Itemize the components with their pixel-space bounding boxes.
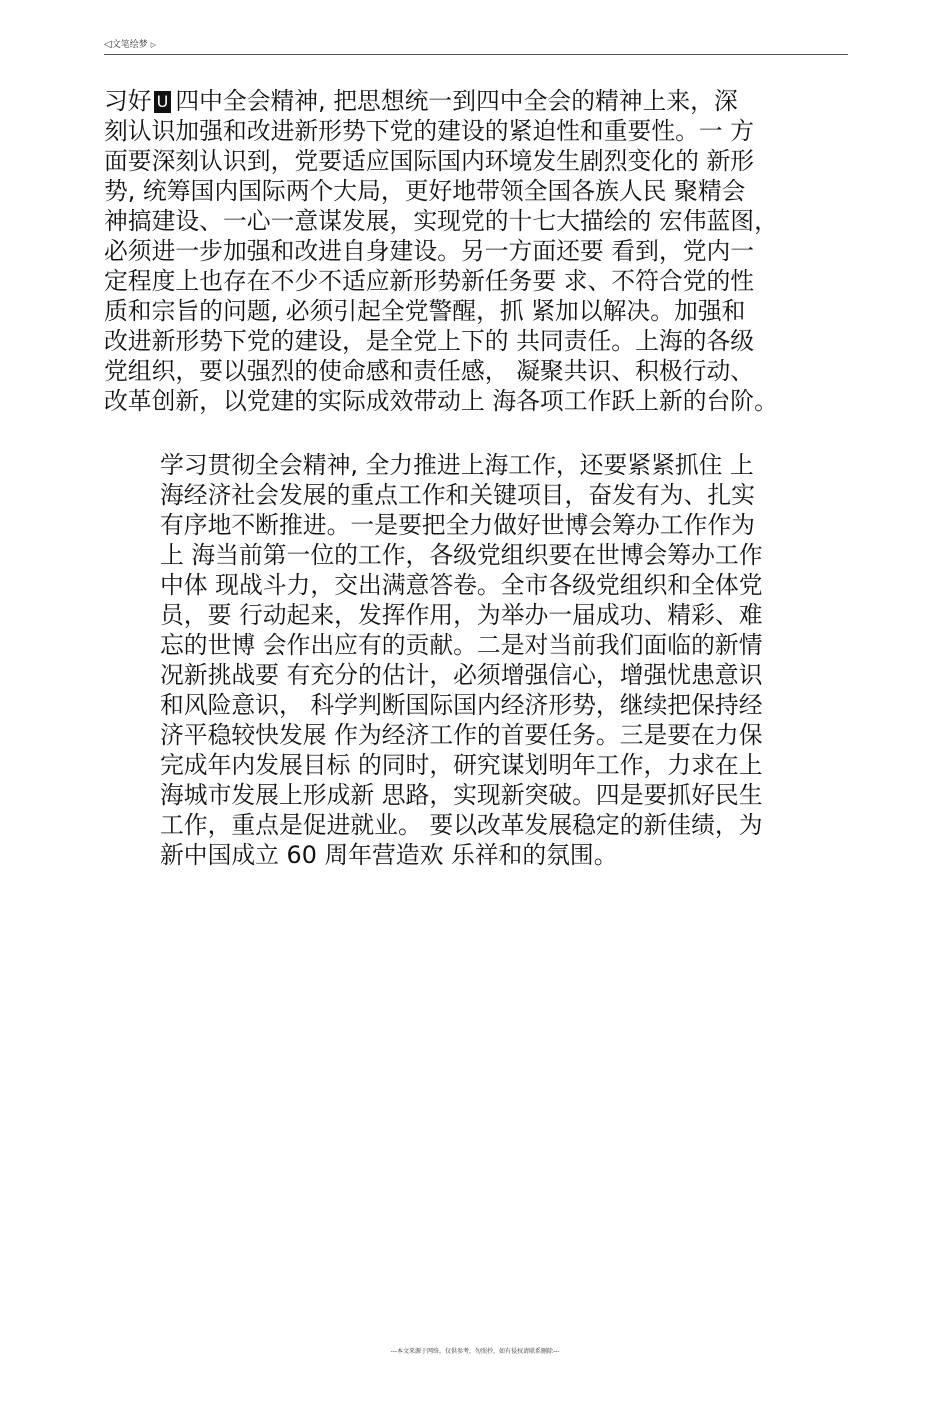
left-triangle-icon: ◁ — [104, 39, 112, 50]
paragraph-2-line: 况新挑战要 有充分的估计，必须增强信心，增强忧患意识 — [160, 661, 763, 689]
page-header — [104, 40, 848, 55]
paragraph-2-line: 海城市发展上形成新 思路，实现新突破。四是要抓好民生 — [160, 781, 763, 809]
paragraph-2-line: 完成年内发展目标 的同时，研究谋划明年工作，力求在上 — [160, 751, 763, 779]
paragraph-2 — [160, 450, 860, 870]
paragraph-2-line: 员，要 行动起来，发挥作用，为举办一届成功、精彩、难 — [160, 601, 763, 629]
paragraph-2-line: 新中国成立 60 周年营造欢 乐祥和的氛围。 — [160, 841, 618, 869]
paragraph-2-line: 和风险意识， 科学判断国际国内经济形势，继续把保持经 — [160, 691, 763, 719]
paragraph-2-line: 学习贯彻全会精神, 全力推进上海工作，还要紧紧抓住 上 — [160, 451, 754, 479]
paragraph-1-line-1 — [104, 86, 860, 116]
paragraph-2-line: 有序地不断推进。一是要把全力做好世博会筹办工作作为 — [160, 511, 755, 539]
paragraph-1-line: 改革创新，以党建的实际成效带动上 海各项工作跃上新的台阶。 — [104, 387, 778, 415]
page-footer: ---本文来源于网络，仅供参考，勿照抄，如有侵权请联系删除--- — [390, 1348, 560, 1355]
paragraph-2-line: 济平稳较快发展 作为经济工作的首要任务。三是要在力保 — [160, 721, 763, 749]
boxed-glyph: U — [154, 91, 172, 113]
first-line-prefix: 习好 — [104, 87, 152, 115]
paragraph-1-line: 党组织，要以强烈的使命感和责任感， 凝聚共识、积极行动、 — [104, 357, 755, 385]
paragraph-1-line: 神搞建设、一心一意谋发展，实现党的十七大描绘的 宏伟蓝图， — [104, 207, 778, 235]
paragraph-1-line: 定程度上也存在不少不适应新形势新任务要 求、不符合党的性 — [104, 267, 755, 295]
paragraph-1-line: 改进新形势下党的建设，是全党上下的 共同责任。上海的各级 — [104, 327, 755, 355]
header-brand: 文笔绘梦 — [111, 40, 148, 50]
paragraph-1-line: 刻认识加强和改进新形势下党的建设的紧迫性和重要性。一 方 — [104, 117, 755, 145]
paragraph-2-line: 工作，重点是促进就业。 要以改革发展稳定的新佳绩，为 — [160, 811, 763, 839]
paragraph-1-line: 必须进一步加强和改进自身建设。另一方面还要 看到，党内一 — [104, 237, 755, 265]
paragraph-1-line: 面要深刻认识到，党要适应国际国内环境发生剧烈变化的 新形 — [104, 147, 755, 175]
paragraph-2-line: 上 海当前第一位的工作，各级党组织要在世博会筹办工作 — [160, 541, 763, 569]
first-line-rest: 四中全会精神, 把思想统一到四中全会的精神上来，深 — [175, 87, 738, 115]
paragraph-1-line: 质和宗旨的问题, 必须引起全党警醒，抓 紧加以解决。加强和 — [104, 297, 746, 325]
paragraph-2-line: 海经济社会发展的重点工作和关键项目，奋发有为、扎实 — [160, 481, 755, 509]
paragraph-1-line: 势, 统筹国内国际两个大局，更好地带领全国各族人民 聚精会 — [104, 177, 746, 205]
paragraph-2-line: 忘的世博 会作出应有的贡献。二是对当前我们面临的新情 — [160, 631, 763, 659]
right-triangle-icon: ▷ — [150, 41, 157, 49]
paragraph-1 — [104, 86, 860, 416]
paragraph-2-line: 中体 现战斗力，交出满意答卷。全市各级党组织和全体党 — [160, 571, 763, 599]
